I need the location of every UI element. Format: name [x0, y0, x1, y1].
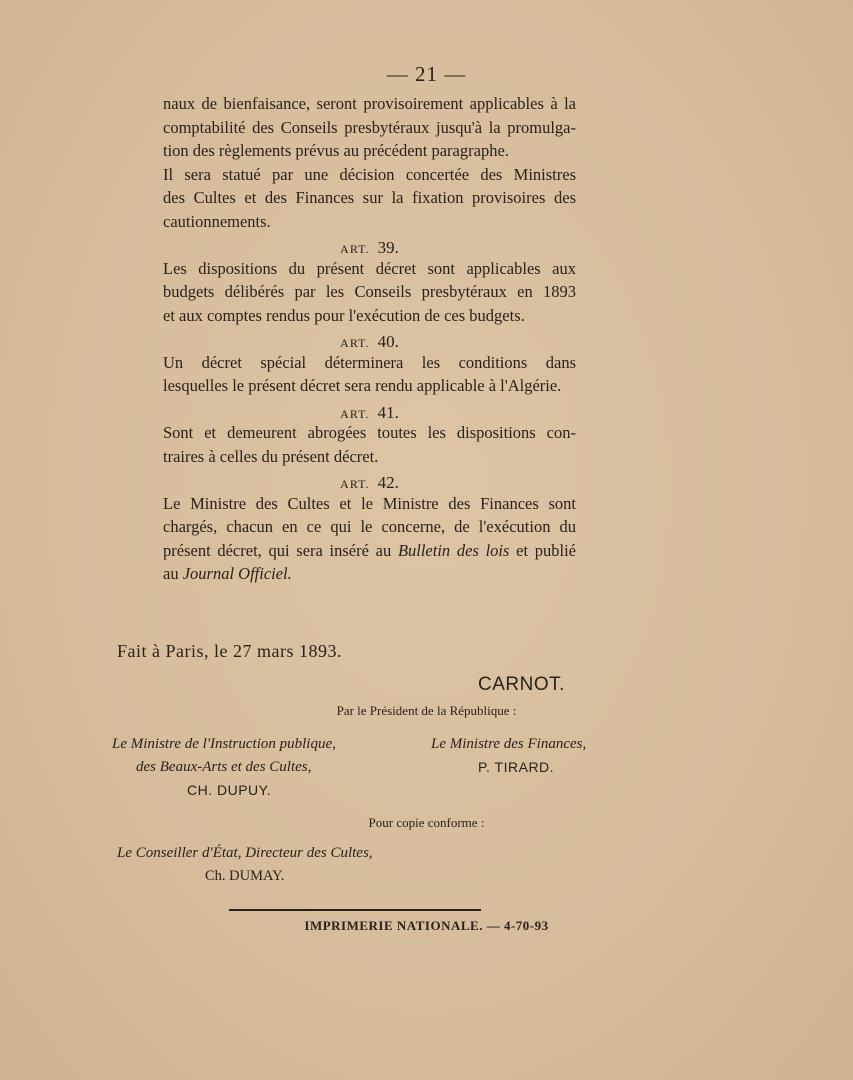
text-line: au Journal Officiel. — [163, 564, 292, 583]
conseiller-block — [117, 842, 373, 888]
text-line: tion des règlements prévus au précédent paragraphe. — [163, 141, 509, 160]
text-line: budgets délibérés par les Conseils presbytéraux en 1893 — [163, 282, 576, 301]
copy-caption: Pour copie conforme : — [368, 815, 485, 830]
countersign-caption: Par le Président de la République : — [336, 703, 517, 718]
text-line: comptabilité des Conseils presbytéraux jusqu'à la promulga- — [163, 117, 576, 137]
text-line: des Cultes et des Finances sur la fixation provisoires des — [163, 188, 576, 207]
minister-signature: CH. DUPUY. — [187, 782, 272, 798]
minister-title: Le Ministre des Finances, — [431, 736, 587, 752]
conseiller-title: Le Conseiller d'État, Directeur des Cultes, — [117, 845, 373, 861]
president-signature: CARNOT. — [478, 674, 565, 695]
conseiller-signature: Ch. DUMAY. — [205, 868, 285, 884]
text-line: Il sera statué par une décision concertée des Ministres — [163, 164, 576, 184]
text-line: cautionnements. — [163, 211, 271, 231]
text-line: chargés, chacun en ce qui le concerne, de l'exécution du — [163, 517, 576, 536]
article-heading: ART. 42. — [340, 473, 399, 492]
minister-title: Le Ministre de l'Instruction publique, — [112, 736, 336, 752]
minister-instruction-block — [112, 733, 372, 802]
minister-title: des Beaux-Arts et des Cultes, — [136, 759, 312, 775]
journal-title: Journal Officiel. — [182, 564, 292, 583]
text-line: Un décret spécial déterminera les conditions dans — [163, 352, 576, 372]
date-line: Fait à Paris, le 27 mars 1893. — [117, 641, 342, 661]
printer-imprint: IMPRIMERIE NATIONALE. — 4-70-93 — [304, 918, 549, 933]
text-line: traires à celles du présent décret. — [163, 446, 379, 466]
page-number: — 21 — — [386, 62, 467, 86]
article-heading: ART. 40. — [340, 332, 399, 351]
article-heading: ART. 39. — [340, 238, 399, 257]
article-heading: ART. 41. — [340, 402, 399, 422]
text-line: et aux comptes rendus pour l'exécution de ces budgets. — [163, 305, 525, 325]
minister-signature: P. TIRARD. — [478, 759, 555, 775]
minister-finances-block — [431, 733, 631, 779]
divider — [229, 909, 481, 911]
text-line: présent décret, qui sera inséré au Bulletin des lois et publié — [163, 540, 576, 560]
bulletin-title: Bulletin des lois — [397, 540, 510, 560]
text-line: naux de bienfaisance, seront provisoirement applicables à la — [163, 94, 576, 113]
text-line: Le Ministre des Cultes et le Ministre des Finances sont — [163, 493, 576, 513]
text-line: Les dispositions du présent décret sont applicables aux — [163, 258, 576, 278]
text-line: Sont et demeurent abrogées toutes les dispositions con- — [163, 423, 576, 442]
body-text — [163, 92, 576, 586]
text-line: lesquelles le présent décret sera rendu applicable à l'Algérie. — [163, 376, 562, 395]
